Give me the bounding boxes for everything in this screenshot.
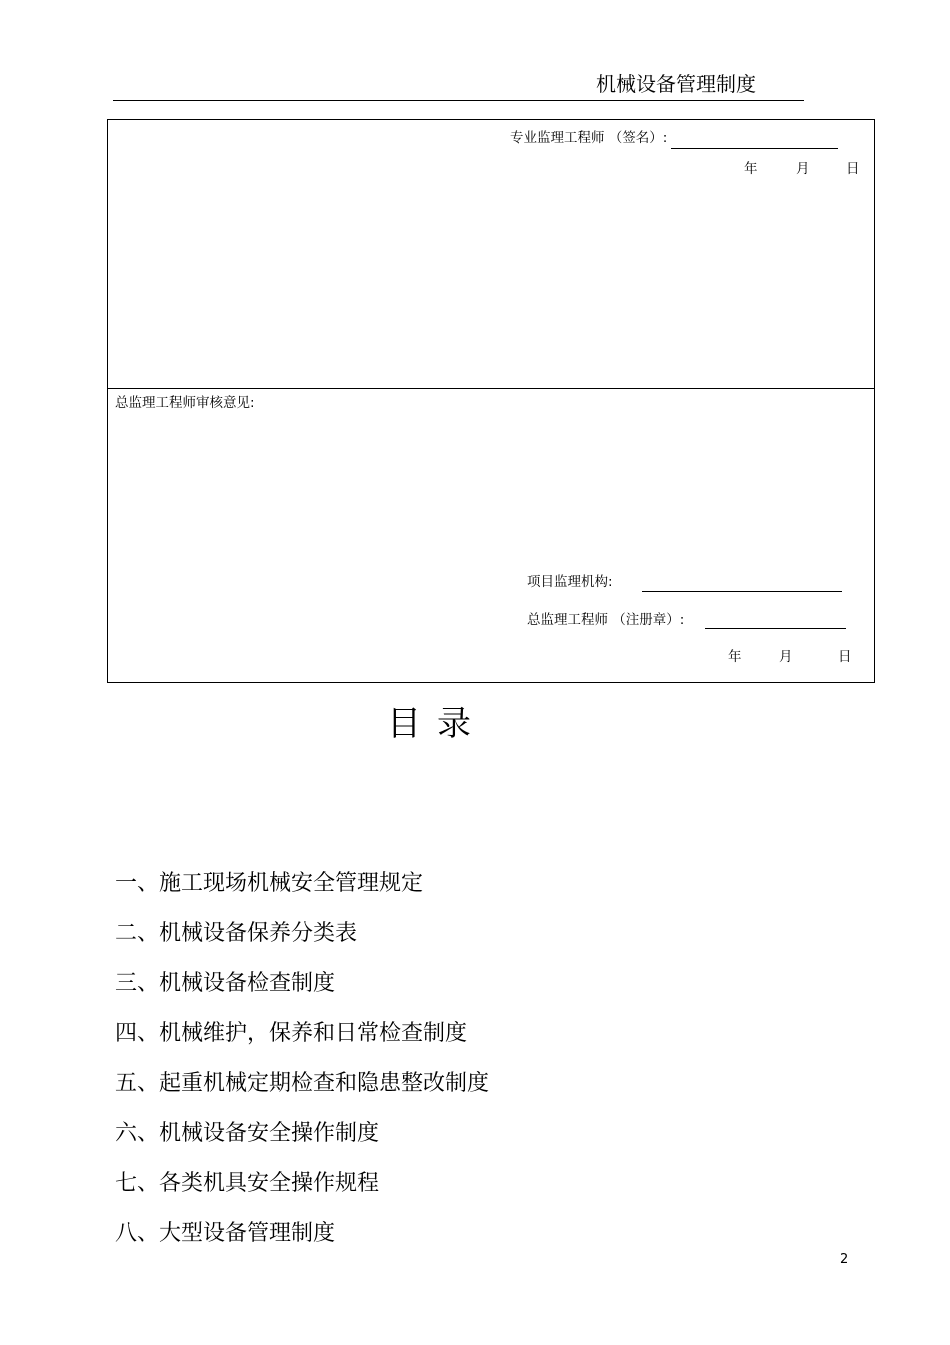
org-signature-line [642,591,842,592]
toc-item[interactable]: 六、机械设备安全操作制度 [115,1121,380,1146]
table-row-divider [108,388,874,389]
date-day-2: 日 [838,649,852,665]
toc-item[interactable]: 二、机械设备保养分类表 [115,921,358,946]
date-month-1: 月 [796,161,810,177]
toc-item[interactable]: 七、各类机具安全操作规程 [115,1171,380,1196]
header-title: 机械设备管理制度 [596,72,756,96]
toc-item[interactable]: 一、施工现场机械安全管理规定 [115,871,424,896]
date-year-1: 年 [744,161,758,177]
toc-item[interactable]: 四、机械维护，保养和日常检查制度 [115,1021,468,1046]
date-month-2: 月 [779,649,793,665]
chief-signature-line [705,628,846,629]
review-table [107,119,875,683]
toc-title: 目录 [387,704,487,744]
chief-review-heading: 总监理工程师审核意见: [115,395,255,411]
toc-item[interactable]: 五、起重机械定期检查和隐患整改制度 [115,1071,490,1096]
signer-signature-line [671,148,838,149]
header-rule [113,100,804,101]
toc-item[interactable]: 三、机械设备检查制度 [115,971,336,996]
chief-label: 总监理工程师 （注册章）: [527,612,685,628]
signer-label: 专业监理工程师 （签名）: [510,130,668,146]
date-year-2: 年 [728,649,742,665]
toc-item[interactable]: 八、大型设备管理制度 [115,1221,336,1246]
page-number: 2 [840,1252,849,1267]
org-label: 项目监理机构: [527,574,613,590]
date-day-1: 日 [846,161,860,177]
